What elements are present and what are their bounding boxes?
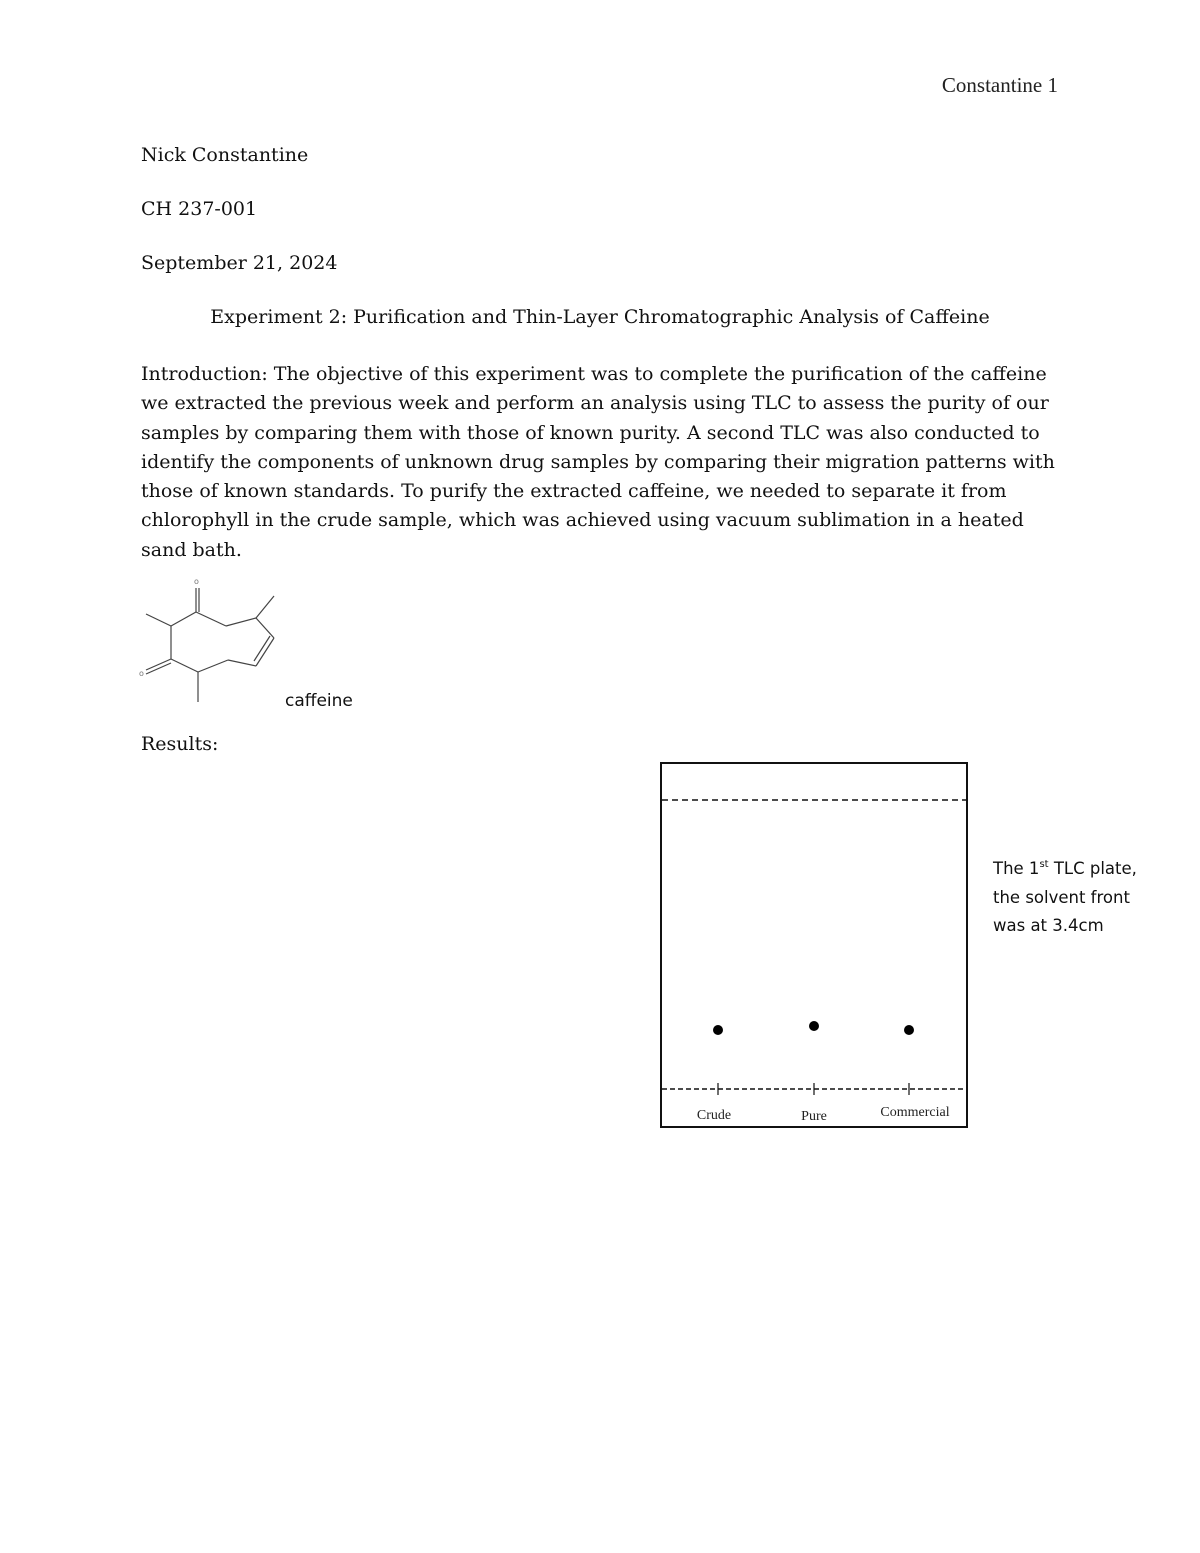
spot-crude [713, 1025, 723, 1035]
tlc-plate-diagram [660, 762, 970, 1130]
caffeine-structure-image [136, 574, 286, 709]
lane-label-crude: Crude [696, 1108, 732, 1123]
caffeine-caption: caffeine [285, 691, 353, 711]
tlc-caption-prefix: The 1 [993, 859, 1040, 878]
tlc-caption-suffix: TLC plate, the solvent front was at 3.4cm [993, 859, 1137, 935]
spot-commercial [904, 1025, 914, 1035]
tlc-caption [993, 855, 1163, 941]
svg-text:o: o [194, 577, 199, 586]
tlc-plate-border [661, 763, 967, 1127]
lane-label-commercial: Commercial [880, 1105, 950, 1120]
svg-text:o: o [139, 669, 144, 678]
tlc-caption-sup: st [1039, 859, 1049, 870]
results-heading: Results: [141, 733, 219, 755]
spot-pure [809, 1021, 819, 1031]
course-code: CH 237-001 [141, 198, 258, 220]
running-head: Constantine 1 [941, 73, 1058, 97]
report-title: Experiment 2: Purification and Thin-Layer Chromatographic Analysis of Caffeine [210, 306, 990, 328]
introduction-paragraph: Introduction: The objective of this experiment was to complete the purification of the caffeine we extracted the previous week and perform an analysis using TLC to assess the purity of our samples by comparing them with those of known purity. A second TLC was also conducted to identify the components of unknown drug samples by comparing their migration patterns with those of known standards. To purify the extracted caffeine, we needed to separate it from chlorophyll in the crude sample, which was achieved using vacuum sublimation in a heated sand bath. [141, 363, 1055, 561]
author-name: Nick Constantine [141, 144, 309, 166]
lane-label-pure: Pure [801, 1109, 827, 1124]
report-date: September 21, 2024 [141, 252, 338, 274]
